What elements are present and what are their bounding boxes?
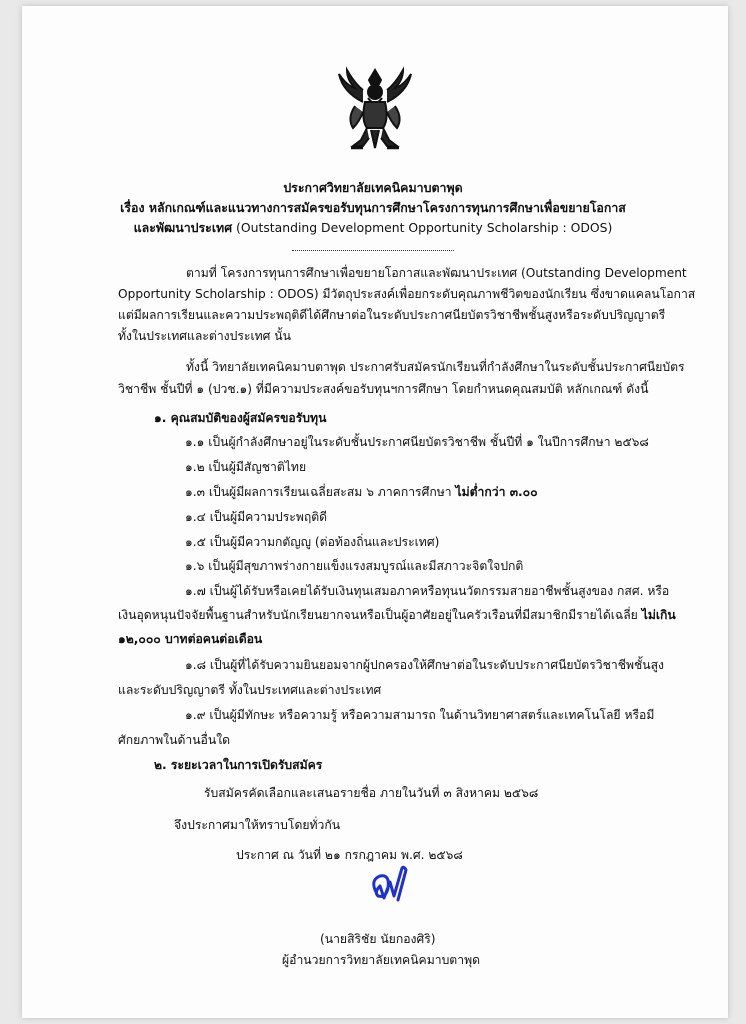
- criteria-1-3: ๑.๓ เป็นผู้มีผลการเรียนเฉลี่ยสะสม ๖ ภาคการศึกษา ไม่ต่ำกว่า ๓.๐๐: [185, 485, 538, 499]
- announcement-date: ประกาศ ณ วันที่ ๒๑ กรกฎาคม พ.ศ. ๒๕๖๘: [236, 848, 463, 862]
- criteria-1-2: ๑.๒ เป็นผู้มีสัญชาติไทย: [185, 460, 307, 474]
- section1-title: ๑. คุณสมบัติของผู้สมัครขอรับทุน: [154, 411, 327, 425]
- criteria-1-9-line-2: ศักยภาพในด้านอื่นใด: [118, 733, 231, 747]
- criteria-1-4: ๑.๔ เป็นผู้มีความประพฤติดี: [185, 510, 328, 524]
- application-deadline: รับสมัครคัดเลือกและเสนอรายชื่อ ภายในวันที่ ๓ สิงหาคม ๒๕๖๘: [204, 786, 539, 800]
- criteria-1-8-line-1: ๑.๘ เป็นผู้ที่ได้รับความยินยอมจากผู้ปกครองให้ศึกษาต่อในระดับประกาศนียบัตรวิชาชีพชั้นสูง: [185, 658, 665, 672]
- section2-title: ๒. ระยะเวลาในการเปิดรับสมัคร: [154, 758, 323, 772]
- criteria-1-9-line-1: ๑.๙ เป็นผู้มีทักษะ หรือความรู้ หรือความสามารถ ในด้านวิทยาศาสตร์และเทคโนโลยี หรือมี: [185, 708, 655, 722]
- signer-name: (นายสิริชัย นัยกองศิริ): [320, 932, 436, 946]
- subject-line-2: และพัฒนาประเทศ (Outstanding Development Opportunity Scholarship : ODOS): [133, 220, 613, 235]
- intro-line-2: Opportunity Scholarship : ODOS) มีวัตถุประสงค์เพื่อยกระดับคุณภาพชีวิตของนักเรียน ซึ่งขาดแคลนโอกาส: [118, 287, 696, 301]
- para2-line-1: ทั้งนี้ วิทยาลัยเทคนิคมาบตาพุด ประกาศรับสมัครนักเรียนที่กำลังศึกษาในระดับชั้นประกาศนียบัตร: [186, 360, 685, 374]
- criteria-1-5: ๑.๕ เป็นผู้มีความกตัญญู (ต่อท้องถิ่นและประเทศ): [185, 535, 440, 549]
- criteria-1-1: ๑.๑ เป็นผู้กำลังศึกษาอยู่ในระดับชั้นประกาศนียบัตรวิชาชีพ ชั้นปีที่ ๑ ในปีการศึกษา ๒๕๖๘: [185, 435, 649, 449]
- signer-position: ผู้อำนวยการวิทยาลัยเทคนิคมาบตาพุด: [282, 953, 481, 967]
- intro-line-1: ตามที่ โครงการทุนการศึกษาเพื่อขยายโอกาสและพัฒนาประเทศ (Outstanding Development: [186, 266, 687, 280]
- closing-statement: จึงประกาศมาให้ทราบโดยทั่วกัน: [174, 818, 341, 832]
- intro-line-4: ทั้งในประเทศและต่างประเทศ นั้น: [118, 329, 291, 343]
- criteria-1-7-line-3: ๑๒,๐๐๐ บาทต่อคนต่อเดือน: [118, 632, 263, 646]
- criteria-1-7-line-2: เงินอุดหนุนปัจจัยพื้นฐานสำหรับนักเรียนยากจนหรือเป็นผู้อาศัยอยู่ในครัวเรือนที่มีสมาชิกมีรายได้เฉลี่ย ไม่เกิน: [118, 608, 676, 622]
- para2-line-2: วิชาชีพ ชั้นปีที่ ๑ (ปวช.๑) ที่มีความประสงค์ขอรับทุนฯการศึกษา โดยกำหนดคุณสมบัติ หลักเกณฑ์ ดังนี้: [118, 382, 649, 396]
- intro-line-3: แต่มีผลการเรียนและความประพฤติดีได้ศึกษาต่อในระดับประกาศนียบัตรวิชาชีพชั้นสูงหรือระดับปริญญาตรี: [118, 308, 666, 322]
- garuda-emblem-icon: [333, 62, 417, 158]
- dotted-divider: [292, 250, 454, 251]
- subject-line-1: เรื่อง หลักเกณฑ์และแนวทางการสมัครขอรับทุนการศึกษาโครงการทุนการศึกษาเพื่อขยายโอกาส: [120, 200, 626, 215]
- signature-icon: [368, 862, 418, 908]
- criteria-1-7-line-1: ๑.๗ เป็นผู้ได้รับหรือเคยได้รับเงินทุนเสมอภาคหรือทุนนวัตกรรมสายอาชีพชั้นสูงของ กสศ. หรือ: [185, 584, 670, 598]
- criteria-1-8-line-2: และระดับปริญญาตรี ทั้งในประเทศและต่างประเทศ: [118, 683, 382, 697]
- criteria-1-6: ๑.๖ เป็นผู้มีสุขภาพร่างกายแข็งแรงสมบูรณ์และมีสภาวะจิตใจปกติ: [185, 559, 524, 573]
- announcement-title: ประกาศวิทยาลัยเทคนิคมาบตาพุด: [283, 180, 463, 195]
